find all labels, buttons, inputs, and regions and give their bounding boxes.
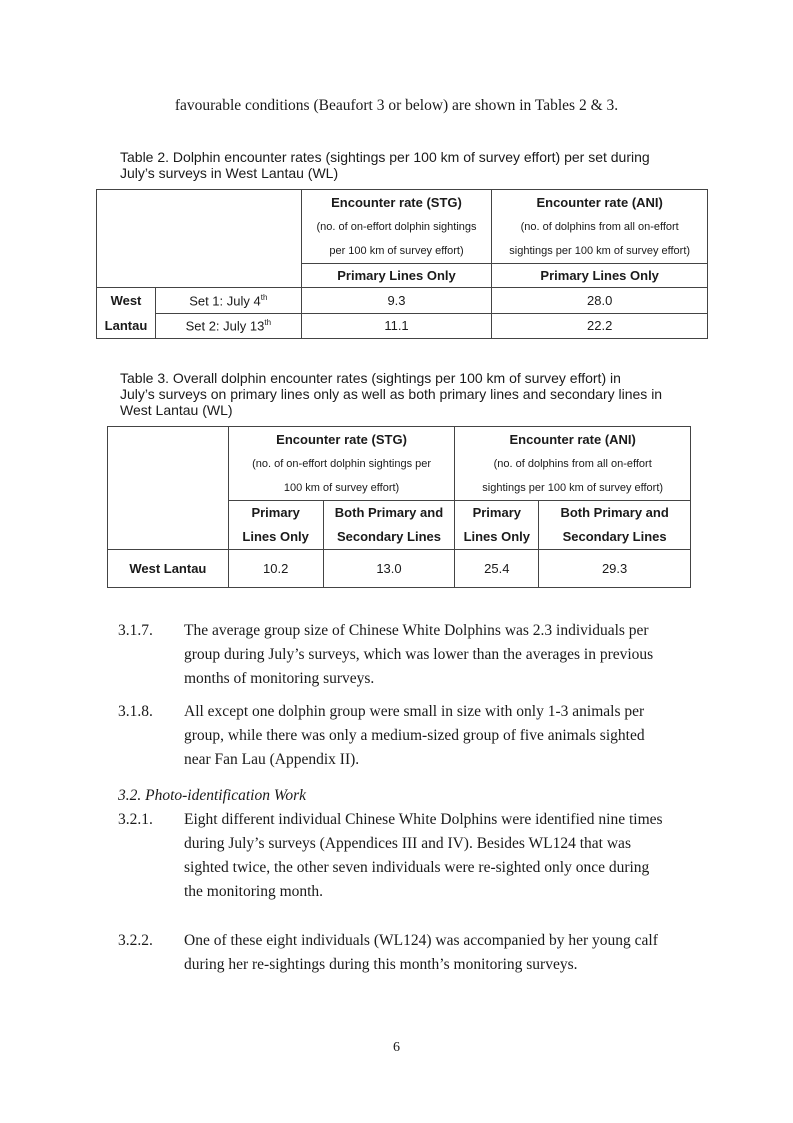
table2-empty-corner: [97, 190, 302, 288]
paragraph-text: [184, 619, 684, 691]
paragraph-number: 3.2.2.: [118, 932, 153, 949]
stg-header-title: Encounter rate (STG): [331, 195, 462, 210]
table3-empty-corner: [108, 427, 229, 550]
ordinal-suffix: th: [264, 318, 272, 328]
table3-ani-both-header: [539, 501, 691, 550]
table3-caption-line: July’s surveys on primary lines only as well as both primary lines and secondary lines in: [120, 386, 663, 402]
stg-header-desc: per 100 km of survey effort): [329, 245, 464, 257]
stg-header-desc: (no. of on-effort dolphin sightings per: [252, 458, 432, 470]
table3-caption: [120, 370, 700, 418]
page-number: 6: [393, 1040, 400, 1055]
paragraph-text: [184, 929, 684, 977]
table2-ani-value: 22.2: [492, 313, 708, 339]
paragraph-text: [184, 700, 684, 772]
table2-caption-line: July’s surveys in West Lantau (WL): [120, 165, 339, 181]
set-label: Set 2: July 13: [185, 318, 265, 334]
ani-header-desc: (no. of dolphins from all on-effort: [493, 458, 652, 470]
table3-ani-primary-header: [455, 501, 539, 550]
table3-caption-line: West Lantau (WL): [120, 402, 233, 418]
table2: [96, 189, 708, 339]
ordinal-suffix: th: [260, 292, 268, 302]
table3: [107, 426, 691, 588]
table2-stg-value: 11.1: [301, 313, 492, 339]
table2-stg-lines: Primary Lines Only: [301, 264, 492, 288]
text-line: months of monitoring surveys.: [184, 670, 375, 687]
table3-stg-both-header: [323, 501, 455, 550]
table3-stg-primary-value: 10.2: [228, 550, 323, 588]
table2-caption-line: Table 2. Dolphin encounter rates (sightings per 100 km of survey effort) per set during: [120, 149, 650, 165]
area-label: West: [110, 293, 142, 308]
table-row: [108, 550, 691, 588]
table2-ani-lines: Primary Lines Only: [492, 264, 708, 288]
col-header-line: Both Primary and: [334, 505, 444, 520]
text-line: during her re-sightings during this month’s monitoring surveys.: [184, 956, 578, 973]
table2-stg-header: [301, 190, 492, 264]
text-line: Eight different individual Chinese White Dolphins were identified nine times: [184, 811, 663, 828]
table3-ani-header: [455, 427, 691, 501]
ani-header-desc: sightings per 100 km of survey effort): [509, 245, 691, 257]
ani-header-title: Encounter rate (ANI): [509, 432, 636, 447]
paragraph-number: 3.2.1.: [118, 811, 153, 828]
col-header-line: Both Primary and: [560, 505, 669, 520]
text-line: The average group size of Chinese White Dolphins was 2.3 individuals per: [184, 622, 649, 639]
table2-set-cell: [155, 288, 301, 314]
col-header-line: Primary: [472, 505, 521, 520]
text-line: group, while there was only a medium-sized group of five animals sighted: [184, 727, 645, 744]
stg-header-title: Encounter rate (STG): [276, 432, 407, 447]
table2-area-cell: [97, 288, 156, 339]
text-line: group during July’s surveys, which was lower than the averages in previous: [184, 646, 654, 663]
col-header-line: Lines Only: [463, 529, 531, 544]
intro-sentence: favourable conditions (Beaufort 3 or below) are shown in Tables 2 & 3.: [174, 97, 619, 114]
text-line: sighted twice, the other seven individuals were re-sighted only once during: [184, 859, 650, 876]
paragraph-number: 3.1.7.: [118, 622, 153, 639]
table-row: [97, 313, 708, 339]
stg-header-desc: (no. of on-effort dolphin sightings: [316, 221, 477, 233]
table-row: [97, 288, 708, 314]
table2-caption: [120, 149, 710, 181]
table3-ani-both-value: 29.3: [539, 550, 691, 588]
col-header-line: Secondary Lines: [336, 529, 441, 544]
paragraph-number: 3.1.8.: [118, 703, 153, 720]
ani-header-desc: (no. of dolphins from all on-effort: [520, 221, 679, 233]
section-heading: 3.2. Photo-identification Work: [118, 787, 306, 804]
col-header-line: Lines Only: [242, 529, 309, 544]
text-line: All except one dolphin group were small in size with only 1-3 animals per: [184, 703, 645, 720]
area-label: Lantau: [104, 318, 148, 333]
stg-header-desc: 100 km of survey effort): [283, 482, 400, 494]
text-line: One of these eight individuals (WL124) was accompanied by her young calf: [184, 932, 658, 949]
table3-caption-line: Table 3. Overall dolphin encounter rates (sightings per 100 km of survey effort) in: [120, 370, 621, 386]
table3-ani-primary-value: 25.4: [455, 550, 539, 588]
table3-row-label: West Lantau: [108, 550, 229, 588]
col-header-line: Secondary Lines: [562, 529, 667, 544]
table2-ani-value: 28.0: [492, 288, 708, 314]
ani-header-title: Encounter rate (ANI): [536, 195, 663, 210]
table2-stg-value: 9.3: [301, 288, 492, 314]
table2-set-cell: [155, 313, 301, 339]
set-label: Set 1: July 4: [189, 292, 261, 308]
text-line: during July’s surveys (Appendices III and IV). Besides WL124 that was: [184, 835, 631, 852]
ani-header-desc: sightings per 100 km of survey effort): [482, 482, 664, 494]
table3-stg-primary-header: [228, 501, 323, 550]
col-header-line: Primary: [251, 505, 300, 520]
table3-stg-header: [228, 427, 455, 501]
text-line: near Fan Lau (Appendix II).: [184, 751, 360, 768]
table3-stg-both-value: 13.0: [323, 550, 455, 588]
text-line: the monitoring month.: [184, 883, 324, 900]
table2-ani-header: [492, 190, 708, 264]
paragraph-text: [184, 808, 684, 904]
